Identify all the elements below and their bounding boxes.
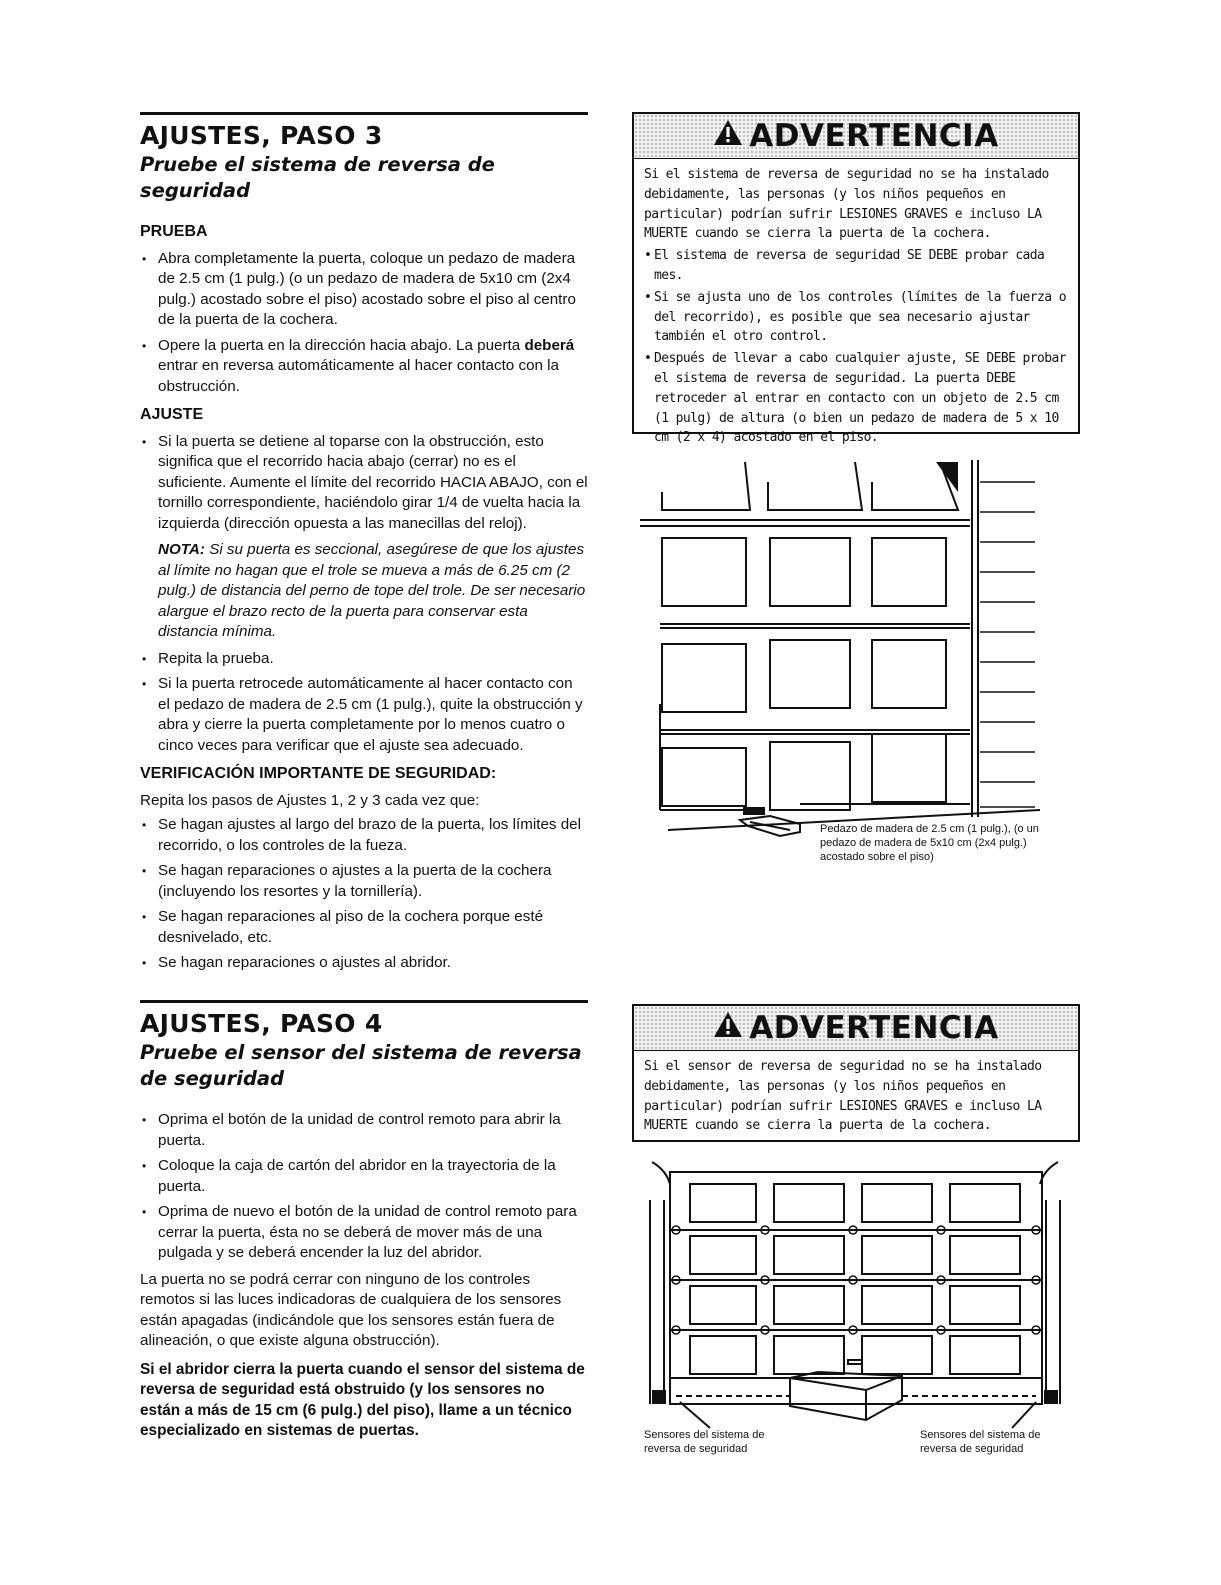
verification-list: [140, 815, 588, 974]
list-item-text: Opere la puerta en la dirección hacia abajo. La puerta deberá entrar en reversa automáticamente al hacer contacto con la obstrucción.: [158, 336, 575, 395]
warning-header: [634, 114, 1078, 159]
figure-door-sensors: [640, 1150, 1070, 1470]
list-item: • Se hagan reparaciones o ajustes al abridor.: [140, 953, 588, 974]
sensor-diagram: [640, 1150, 1070, 1430]
step3-body: [140, 222, 588, 974]
verification-heading: VERIFICACIÓN IMPORTANTE DE SEGURIDAD:: [140, 765, 497, 782]
warning-intro: Si el sensor de reversa de seguridad no se ha instalado debidamente, las personas (y los niños pequeños en particular) podrían sufrir LESIONES GRAVES e incluso LA MUERTE cuando se cierra la puerta de la cochera.: [644, 1059, 1042, 1134]
section-rule: [140, 1000, 588, 1003]
sensor-caption-left: Sensores del sistema de reversa de seguridad: [644, 1429, 765, 1455]
warning-box-1: [632, 112, 1080, 446]
list-item: • Se hagan reparaciones al piso de la cochera porque esté desnivelado, etc.: [140, 907, 588, 948]
list-item: • Después de llevar a cabo cualquier ajuste, SE DEBE probar el sistema de reversa de seguridad. La puerta DEBE retroceder al entrar en contacto con un objeto de 2.5 cm (1 pulg) de altura (o bien un pedazo de madera de 5 x 10 cm (2 x 4) acostado en el piso.: [644, 349, 1068, 448]
section-rule: [140, 112, 588, 115]
left-column: [140, 112, 588, 980]
note-text: Si su puerta es seccional, asegúrese de que los ajustes al límite no hagan que el trole se mueva a más de 6.25 cm (2 pulg.) de distancia del perno de tope del trole. De ser necesario alargue el brazo recto de la puerta para conservar esta distancia mínima.: [158, 541, 586, 640]
list-item: • Se hagan reparaciones o ajustes a la puerta de la cochera (incluyendo los resortes y la tornillería).: [140, 861, 588, 902]
figure1-caption: Pedazo de madera de 2.5 cm (1 pulg.), (o un pedazo de madera de 5x10 cm (2x4 pulg.) acostado sobre el piso): [820, 823, 1039, 863]
note-label: NOTA:: [158, 541, 205, 558]
warning-title: ADVERTENCIA: [749, 118, 999, 154]
step4-paragraph: La puerta no se podrá cerrar con ninguno de los controles remotos si las luces indicadoras de cualquiera de los sensores están apagadas (indicándole que los sensores están fuera de alineación, o que existe alguna obstrucción).: [140, 1270, 562, 1349]
list-item: • Coloque la caja de cartón del abridor en la trayectoria de la puerta.: [140, 1156, 588, 1197]
figure-door-wood: [640, 452, 1060, 882]
ajuste-list: [140, 432, 588, 535]
step4-section: [140, 1000, 588, 1442]
step3-title: AJUSTES, PASO 3: [140, 121, 383, 150]
warning-triangle-icon: [713, 1011, 743, 1045]
sensor-caption-right: Sensores del sistema de reversa de seguridad: [920, 1429, 1041, 1455]
list-item: • Si se ajusta uno de los controles (límites de la fuerza o del recorrido), es posible que sea necesario ajustar también el otro control.: [644, 288, 1068, 347]
list-item: • Repita la prueba.: [140, 649, 588, 670]
step3-subtitle: Pruebe el sistema de reversa de seguridad: [140, 153, 495, 202]
warning-header: [634, 1006, 1078, 1051]
warning-intro: Si el sistema de reversa de seguridad no se ha instalado debidamente, las personas (y los niños pequeños en particular) podrían sufrir LESIONES GRAVES e incluso LA MUERTE cuando se cierra la puerta de la cochera.: [644, 167, 1049, 242]
verification-intro: Repita los pasos de Ajustes 1, 2 y 3 cada vez que:: [140, 791, 480, 809]
step4-list: [140, 1110, 588, 1264]
list-item: • Si la puerta se detiene al toparse con la obstrucción, esto significa que el recorrido hacia abajo (cerrar) no es el suficiente. Aumente el límite del recorrido HACIA ABAJO, con el tornillo correspondiente, haciéndolo girar 1/4 de vuelta hacia la izquierda (dirección opuesta a las manecillas del reloj).: [140, 432, 588, 535]
list-item: • Oprima el botón de la unidad de control remoto para abrir la puerta.: [140, 1110, 588, 1151]
list-item: • Se hagan ajustes al largo del brazo de la puerta, los límites del recorrido, o los controles de la fueza.: [140, 815, 588, 856]
list-item: • Abra completamente la puerta, coloque un pedazo de madera de 2.5 cm (1 pulg.) (o un pedazo de madera de 5x10 cm (2x4 pulg.) acostado sobre el piso) acostado sobre el piso al centro de la puerta de la cochera.: [140, 249, 588, 331]
list-item: [140, 336, 588, 398]
step4-body: [140, 1110, 588, 1442]
list-item: • El sistema de reversa de seguridad SE DEBE probar cada mes.: [644, 246, 1068, 286]
prueba-list: [140, 249, 588, 398]
warning-body: [634, 159, 1078, 458]
warning-triangle-icon: [713, 119, 743, 153]
note: [140, 540, 588, 643]
step4-title: AJUSTES, PASO 4: [140, 1009, 383, 1038]
step4-bold-warning: Si el abridor cierra la puerta cuando el sensor del sistema de reversa de seguridad está obstruido (y los sensores no están a más de 15 cm (6 pulg.) del piso), llame a un técnico especializado en sistemas de puertas.: [140, 1360, 585, 1439]
step4-subtitle: Pruebe el sensor del sistema de reversa de seguridad: [140, 1041, 582, 1090]
warning-box-2: [632, 1004, 1080, 1142]
prueba-heading: PRUEBA: [140, 223, 208, 240]
list-item: • Si la puerta retrocede automáticamente al hacer contacto con el pedazo de madera de 2.5 cm (1 pulg.), quite la obstrucción y abra y cierre la puerta completamente por lo menos cuatro o cinco veces para verificar que el ajuste sea adecuado.: [140, 674, 588, 756]
door-diagram: [640, 452, 1060, 842]
warning-list: [644, 246, 1068, 448]
ajuste-list-2: [140, 649, 588, 757]
warning-title: ADVERTENCIA: [749, 1010, 999, 1046]
warning-body: [634, 1051, 1078, 1146]
list-item: • Oprima de nuevo el botón de la unidad de control remoto para cerrar la puerta, ésta no se deberá de mover más de una pulgada y se deberá encender la luz del abridor.: [140, 1202, 588, 1264]
ajuste-heading: AJUSTE: [140, 406, 204, 423]
